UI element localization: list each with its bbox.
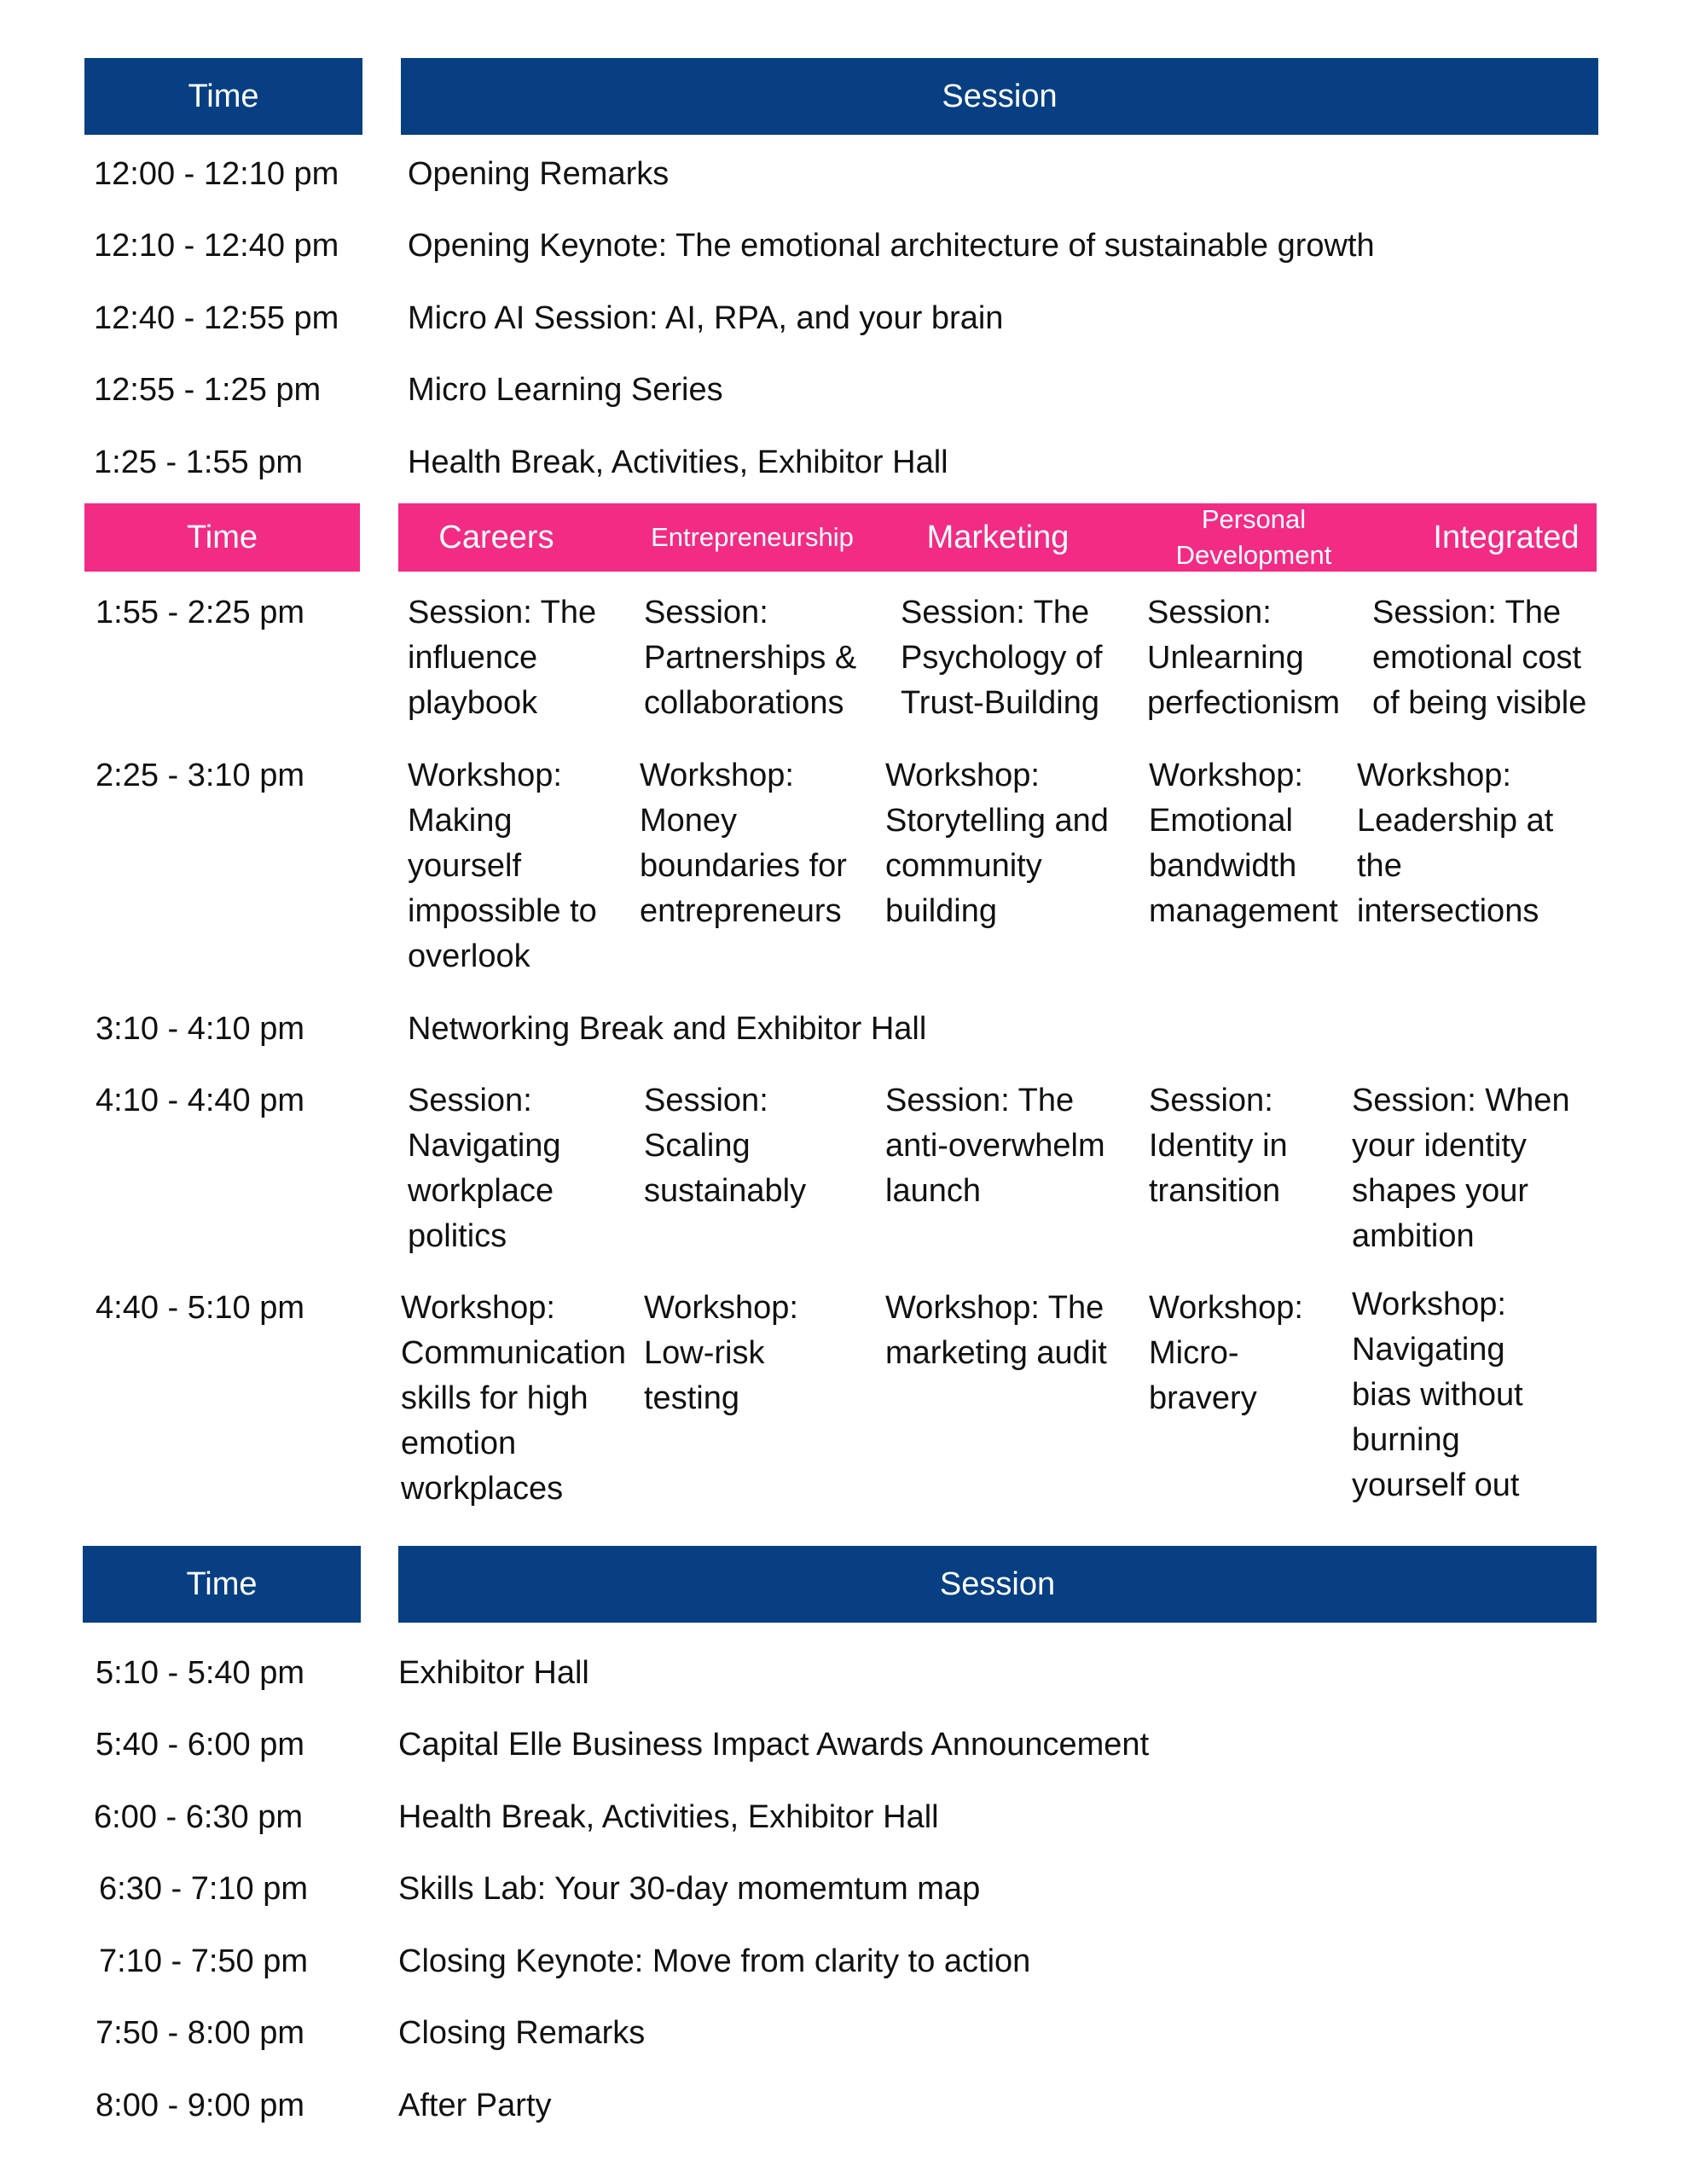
cell-line: Session: — [1147, 595, 1272, 630]
session-cell-entrepreneurship — [640, 753, 847, 934]
time-cell: 4:40 - 5:10 pm — [96, 1290, 305, 1326]
time-cell: 12:40 - 12:55 pm — [94, 300, 339, 336]
time-cell: 8:00 - 9:00 pm — [96, 2088, 305, 2123]
cell-line: burning — [1352, 1422, 1460, 1458]
cell-line: emotional cost — [1372, 640, 1582, 676]
session-header: Session — [398, 1546, 1597, 1623]
session-cell: Networking Break and Exhibitor Hall — [408, 1011, 927, 1047]
session-cell-personal-development — [1149, 1286, 1303, 1421]
cell-line: Communication — [401, 1335, 626, 1371]
cell-line: Leadership at — [1357, 803, 1554, 839]
cell-line: yourself out — [1352, 1467, 1520, 1503]
session-cell-integrated — [1357, 753, 1553, 934]
cell-line: Micro- — [1149, 1335, 1239, 1371]
cell-line: Session: The — [1372, 595, 1562, 630]
cell-line: Workshop: — [640, 758, 794, 793]
session-cell: Capital Elle Business Impact Awards Announcement — [398, 1727, 1150, 1763]
cell-line: shapes your — [1352, 1173, 1529, 1209]
cell-line: emotion — [401, 1426, 517, 1461]
cell-line: yourself — [408, 848, 522, 884]
time-cell: 6:00 - 6:30 pm — [94, 1799, 304, 1835]
cell-line: politics — [408, 1218, 507, 1254]
track-header-careers: Careers — [438, 519, 554, 555]
session-cell-personal-development — [1147, 590, 1340, 726]
cell-line: Session: — [1149, 1083, 1273, 1118]
session-cell-careers — [408, 1078, 561, 1259]
time-header: Time — [84, 58, 362, 135]
cell-line: Unlearning — [1147, 640, 1304, 676]
cell-line: Workshop: — [644, 1290, 798, 1326]
cell-line: of being visible — [1372, 685, 1587, 721]
cell-line: workplace — [408, 1173, 554, 1209]
session-cell: Closing Keynote: Move from clarity to action — [398, 1943, 1031, 1979]
time-header: Time — [83, 1546, 361, 1623]
time-cell: 1:55 - 2:25 pm — [96, 595, 305, 630]
cell-line: workplaces — [401, 1471, 564, 1507]
time-cell: 3:10 - 4:10 pm — [96, 1011, 305, 1047]
cell-line: the — [1357, 848, 1402, 884]
cell-line: community — [885, 848, 1042, 884]
cell-line: entrepreneurs — [640, 893, 842, 929]
cell-line: sustainably — [644, 1173, 807, 1209]
cell-line: launch — [885, 1173, 981, 1209]
session-cell-entrepreneurship — [644, 1286, 798, 1421]
cell-line: your identity — [1352, 1128, 1527, 1164]
track-header-entrepreneurship: Entrepreneurship — [651, 522, 854, 552]
cell-line: bias without — [1352, 1377, 1523, 1413]
cell-line: Money — [640, 803, 738, 839]
session-cell: Opening Remarks — [408, 156, 670, 192]
session-cell: Health Break, Activities, Exhibitor Hall — [408, 444, 948, 480]
session-cell-entrepreneurship — [644, 590, 856, 726]
session-cell-careers — [408, 590, 596, 726]
session-cell-personal-development — [1149, 1078, 1288, 1214]
time-cell: 1:25 - 1:55 pm — [94, 444, 304, 480]
session-header: Session — [401, 58, 1598, 135]
cell-line: Workshop: — [408, 758, 562, 793]
cell-line: Session: — [408, 1083, 532, 1118]
cell-line: Session: The — [408, 595, 597, 630]
session-cell-careers — [401, 1286, 626, 1512]
session-cell: Exhibitor Hall — [398, 1655, 589, 1691]
time-cell: 12:10 - 12:40 pm — [94, 228, 339, 264]
cell-line: anti-overwhelm — [885, 1128, 1105, 1164]
session-cell: Closing Remarks — [398, 2015, 646, 2051]
cell-line: intersections — [1357, 893, 1539, 929]
cell-line: building — [885, 893, 997, 929]
cell-line: Navigating — [1352, 1332, 1505, 1368]
cell-line: overlook — [408, 938, 530, 974]
time-cell: 7:50 - 8:00 pm — [96, 2015, 305, 2051]
cell-line: marketing audit — [885, 1335, 1107, 1371]
time-cell: 6:30 - 7:10 pm — [99, 1871, 309, 1907]
cell-line: impossible to — [408, 893, 597, 929]
cell-line: Session: The — [901, 595, 1090, 630]
session-cell-personal-development — [1149, 753, 1338, 934]
session-cell-marketing — [885, 1078, 1105, 1214]
session-cell-integrated — [1352, 1282, 1523, 1508]
cell-line: testing — [644, 1380, 739, 1416]
cell-line: Workshop: The — [885, 1290, 1104, 1326]
cell-line: bandwidth — [1149, 848, 1297, 884]
cell-line: collaborations — [644, 685, 844, 721]
cell-line: Workshop: — [1357, 758, 1511, 793]
session-cell: Health Break, Activities, Exhibitor Hall — [398, 1799, 939, 1835]
session-cell-marketing — [885, 1286, 1107, 1376]
session-cell-marketing — [901, 590, 1103, 726]
session-cell-integrated — [1352, 1078, 1570, 1259]
cell-line: Psychology of — [901, 640, 1103, 676]
cell-line: Session: When — [1352, 1083, 1570, 1118]
cell-line: Identity in — [1149, 1128, 1288, 1164]
cell-line: bravery — [1149, 1380, 1257, 1416]
time-cell: 4:10 - 4:40 pm — [96, 1083, 305, 1118]
cell-line: management — [1149, 893, 1338, 929]
cell-line: Partnerships & — [644, 640, 857, 676]
cell-line: Workshop: — [1352, 1287, 1506, 1322]
track-header-personal-development — [1143, 503, 1365, 572]
track-header-integrated: Integrated — [1433, 519, 1580, 555]
session-cell-integrated — [1372, 590, 1586, 726]
track-header-line: Development — [1175, 540, 1332, 570]
cell-line: perfectionism — [1147, 685, 1340, 721]
cell-line: Workshop: — [1149, 758, 1303, 793]
time-cell: 12:55 - 1:25 pm — [94, 372, 322, 408]
cell-line: boundaries for — [640, 848, 847, 884]
cell-line: influence — [408, 640, 538, 676]
time-cell: 5:10 - 5:40 pm — [96, 1655, 305, 1691]
session-cell-entrepreneurship — [644, 1078, 806, 1214]
cell-line: Scaling — [644, 1128, 751, 1164]
cell-line: transition — [1149, 1173, 1281, 1209]
session-cell: Micro Learning Series — [408, 372, 723, 408]
session-cell-careers — [408, 753, 597, 979]
cell-line: Workshop: — [401, 1290, 555, 1326]
cell-line: Trust-Building — [901, 685, 1100, 721]
cell-line: Workshop: — [1149, 1290, 1303, 1326]
session-cell: After Party — [398, 2088, 552, 2123]
cell-line: skills for high — [401, 1380, 588, 1416]
cell-line: Navigating — [408, 1128, 561, 1164]
time-header: Time — [84, 503, 360, 572]
session-cell: Skills Lab: Your 30-day momemtum map — [398, 1871, 981, 1907]
cell-line: Low-risk — [644, 1335, 765, 1371]
cell-line: Storytelling and — [885, 803, 1109, 839]
session-cell-marketing — [885, 753, 1109, 934]
time-cell: 5:40 - 6:00 pm — [96, 1727, 305, 1763]
cell-line: Workshop: — [885, 758, 1040, 793]
track-header-marketing: Marketing — [926, 519, 1070, 555]
session-cell: Micro AI Session: AI, RPA, and your brain — [408, 300, 1004, 336]
cell-line: Emotional — [1149, 803, 1293, 839]
cell-line: Session: — [644, 595, 768, 630]
cell-line: playbook — [408, 685, 538, 721]
track-header-line: Personal — [1201, 504, 1307, 534]
time-cell: 2:25 - 3:10 pm — [96, 758, 305, 793]
cell-line: Making — [408, 803, 513, 839]
cell-line: ambition — [1352, 1218, 1475, 1254]
cell-line: Session: — [644, 1083, 768, 1118]
time-cell: 12:00 - 12:10 pm — [94, 156, 339, 192]
cell-line: Session: The — [885, 1083, 1075, 1118]
time-cell: 7:10 - 7:50 pm — [99, 1943, 309, 1979]
session-cell: Opening Keynote: The emotional architecture of sustainable growth — [408, 228, 1375, 264]
